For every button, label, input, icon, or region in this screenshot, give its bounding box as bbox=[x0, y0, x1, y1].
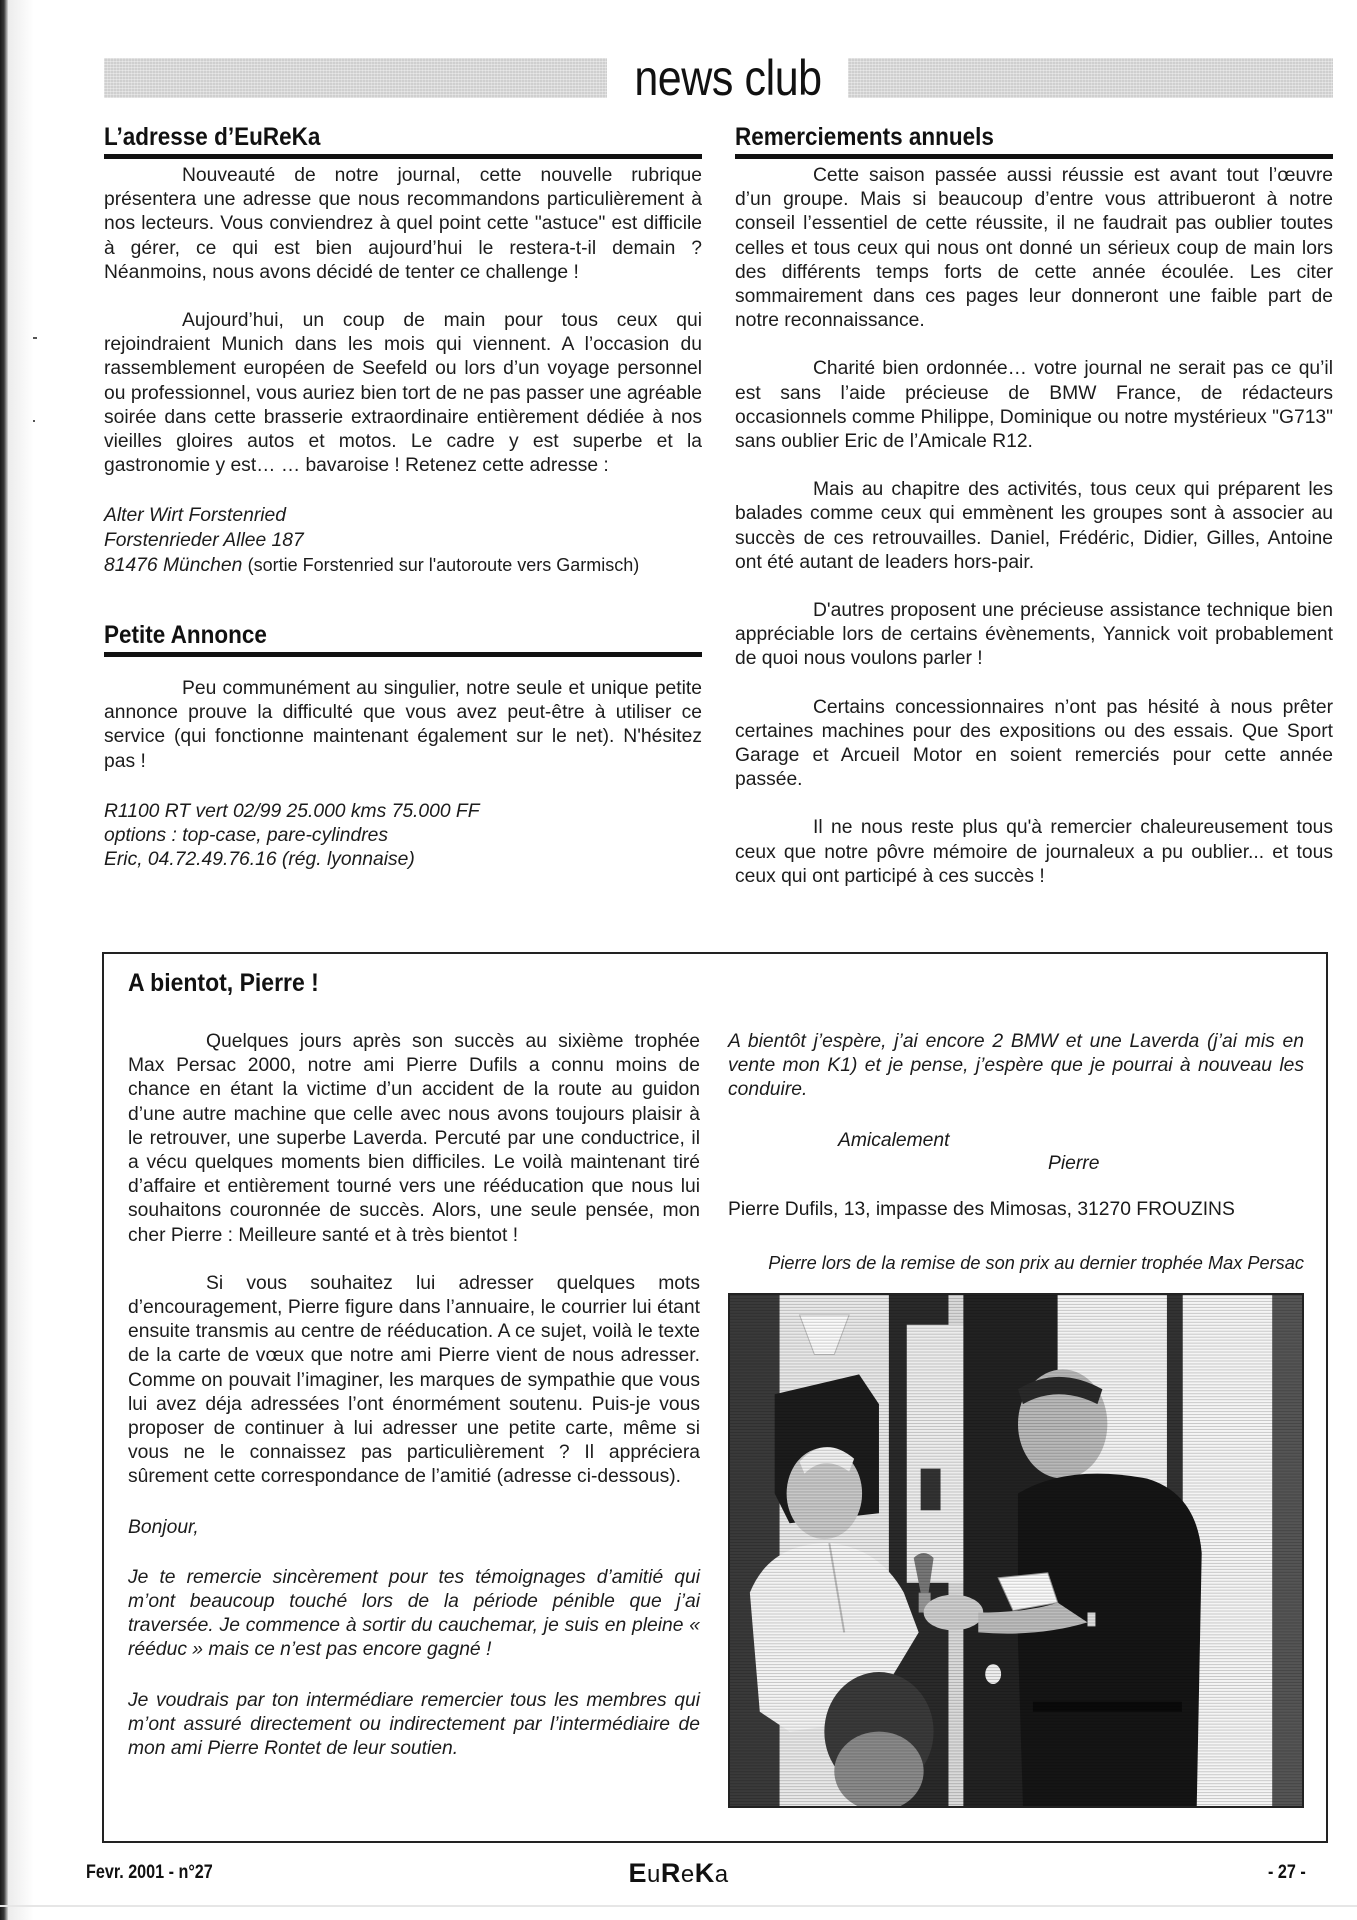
letter-signature: Pierre bbox=[1048, 1152, 1100, 1174]
header-banner-left bbox=[104, 58, 607, 98]
article-paragraph: Nouveauté de notre journal, cette nouvelle rubrique présentera une adresse que nous recommandons particulièrement à nos lecteurs. Vous conviendrez à quel point cette "astuce" est difficile à gérer, ce qui est bien aujourd’hui le restera-t-il demain ? Néanmoins, nous avons décidé de tenter ce challenge ! bbox=[104, 165, 702, 283]
letter-paragraph: Je voudrais par ton intermédiare remercier tous les membres qui m’ont assuré directement ou indirectement par l’intermédiaire de mon ami Pierre Rontet de leur soutien. bbox=[128, 1689, 700, 1760]
scan-binding-shade bbox=[8, 0, 34, 1920]
article-petite-annonce bbox=[104, 620, 702, 872]
margin-mark bbox=[33, 420, 35, 422]
article-title: Remerciements annuels bbox=[735, 123, 994, 151]
logo-letter: e bbox=[680, 1861, 695, 1888]
address-street: Forstenrieder Allee 187 bbox=[104, 529, 304, 551]
photo-caption: Pierre lors de la remise de son prix au dernier trophée Max Persac bbox=[768, 1253, 1304, 1274]
boxed-article-right bbox=[728, 1030, 1304, 1274]
margin-mark bbox=[33, 337, 37, 339]
article-remerciements bbox=[735, 122, 1333, 889]
article-paragraph: Mais au chapitre des activités, tous ceux qui préparent les balades comme ceux qui emmènent les groupes sont à associer au succès de ces retrouvailles. Daniel, Frédéric, Didier, Gilles, Antoine ont été autant de leaders hors-pair. bbox=[735, 479, 1333, 573]
scan-bottom-edge bbox=[0, 1905, 1357, 1907]
logo-letter: E bbox=[628, 1858, 647, 1888]
article-adresse-eureka bbox=[104, 122, 702, 578]
address-note: (sortie Forstenried sur l'autoroute vers Garmisch) bbox=[247, 554, 640, 575]
left-column bbox=[104, 122, 702, 872]
restaurant-address bbox=[104, 504, 702, 578]
logo-letter: R bbox=[660, 1858, 681, 1888]
photo-trophy-presentation bbox=[728, 1293, 1304, 1808]
footer-page-number: - 27 - bbox=[1268, 1862, 1306, 1883]
letter-closing: Amicalement bbox=[838, 1129, 950, 1151]
address-city: 81476 München bbox=[104, 554, 243, 576]
article-paragraph: Peu communément au singulier, notre seule et unique petite annonce prouve la difficulté que vous avez peut-être à utiliser ce service (qui fonctionne maintenant également sur le net). N'hésitez pas ! bbox=[104, 678, 702, 772]
boxed-article-title: A bientot, Pierre ! bbox=[128, 969, 319, 997]
header-banner-right bbox=[848, 58, 1333, 98]
title-rule bbox=[735, 154, 1333, 159]
article-paragraph: Certains concessionnaires n’ont pas hésité à nous prêter certaines machines pour des expositions ou des essais. Que Sport Garage et Arcueil Motor en soient remerciés pour cette année passée. bbox=[735, 696, 1333, 791]
article-paragraph: Charité bien ordonnée… votre journal ne serait pas ce qu’il est sans l’aide précieuse de BMW France, de rédacteurs occasionnels comme Philippe, Dominique ou notre mystérieux "G713" sans oublier Eric de l’Amicale R12. bbox=[735, 358, 1333, 453]
article-title: L’adresse d’EuReKa bbox=[104, 123, 321, 151]
boxed-article-left bbox=[128, 1030, 700, 1761]
ad-line: Eric, 04.72.49.76.16 (rég. lyonnaise) bbox=[104, 849, 415, 871]
ad-line: options : top-case, pare-cylindres bbox=[104, 825, 389, 847]
letter-paragraph: A bientôt j’espère, j’ai encore 2 BMW et une Laverda (j’ai mis en vente mon K1) et je pense, j’espère que je pourrai à nouveau les conduire. bbox=[728, 1031, 1304, 1101]
right-column bbox=[735, 122, 1333, 889]
scan-binding-edge bbox=[0, 0, 8, 1920]
article-paragraph: Aujourd’hui, un coup de main pour tous ceux qui rejoindraient Munich dans les mois qui viennent. A l’occasion du rassemblement européen de Seefeld ou lors d’un voyage personnel ou professionnel, vous auriez bien tort de ne pas passer une agréable soirée dans cette brasserie extraordinaire entièrement dédiée à nos vieilles gloires autos et motos. Le cadre y est superbe et la gastronomie y est… … bavaroise ! Retenez cette adresse : bbox=[104, 310, 702, 477]
footer-logo bbox=[0, 1858, 1357, 1888]
title-rule bbox=[104, 154, 702, 159]
address-name: Alter Wirt Forstenried bbox=[104, 505, 286, 527]
logo-letter: K bbox=[694, 1858, 715, 1888]
article-paragraph: Si vous souhaitez lui adresser quelques mots d’encouragement, Pierre figure dans l’annuaire, le courrier lui étant ensuite transmis au centre de rééducation. A ce sujet, voilà le texte de la carte de vœux que notre ami Pierre vient de nous adresser. Comme on pouvait l’imaginer, les marques de sympathie que vous lui avez déja adressées l’ont énormément soutenu. Puis-je vous proposer de continuer à lui adresser une petite carte, même si vous ne le connaissez pas particulièrement ? Il appréciera sûrement cette correspondance de l’amitié (adresse ci-dessous). bbox=[128, 1272, 700, 1488]
contact-address: Pierre Dufils, 13, impasse des Mimosas, 31270 FROUZINS bbox=[728, 1199, 1235, 1221]
article-paragraph: D'autres proposent une précieuse assistance technique bien appréciable lors de certains évènements, Yannick voit probablement de quoi nous voulons parler ! bbox=[735, 600, 1333, 670]
photo-image bbox=[730, 1295, 1302, 1806]
ad-line: R1100 RT vert 02/99 25.000 kms 75.000 FF bbox=[104, 800, 480, 822]
classified-ad bbox=[104, 800, 702, 873]
article-title: Petite Annonce bbox=[104, 621, 267, 650]
section-title: news club bbox=[634, 50, 822, 106]
letter-paragraph: Je te remercie sincèrement pour tes témoignages d’amitié qui m’ont beaucoup touché lors de la période pénible que j’ai traversée. Je commence à sortir du cauchemar, je suis en pleine « rééduc » mais ce n’est pas encore gagné ! bbox=[128, 1566, 700, 1661]
logo-letter: u bbox=[646, 1861, 661, 1888]
address-city-line bbox=[104, 553, 702, 578]
article-paragraph: Il ne nous reste plus qu'à remercier chaleureusement tous ceux que notre pôvre mémoire de journaleux a pu oublier... et tous ceux qui ont participé à ces succès ! bbox=[735, 817, 1333, 887]
logo-letter: a bbox=[714, 1861, 729, 1888]
article-paragraph: Quelques jours après son succès au sixième trophée Max Persac 2000, notre ami Pierre Dufils a connu moins de chance en étant la victime d’un accident de la route au guidon d’une autre machine que celle avec nous avons toujours plaisir à le retrouver, une superbe Laverda. Percuté par une conductrice, il a vécu quelques moments bien difficiles. Le voilà maintenant tiré d’affaire et entièrement tourné vers une rééducation que nous lui souhaitons couronnée de succès. Alors, une seule pensée, mon cher Pierre : Meilleure santé et à très bientot ! bbox=[128, 1031, 700, 1246]
letter-greeting: Bonjour, bbox=[128, 1516, 199, 1538]
footer-issue: Fevr. 2001 - n°27 bbox=[86, 1862, 213, 1883]
article-paragraph: Cette saison passée aussi réussie est avant tout l’œuvre d’un groupe. Mais si beaucoup d’entre vous attribueront à notre conseil l’essentiel de cette réussite, il ne faudrait pas oublier toutes celles et tous ceux qui nous ont donné un sérieux coup de main lors des différents temps forts de cette année écoulée. Les citer sommairement dans ces pages leur donneront une faible part de notre reconnaissance. bbox=[735, 165, 1333, 332]
